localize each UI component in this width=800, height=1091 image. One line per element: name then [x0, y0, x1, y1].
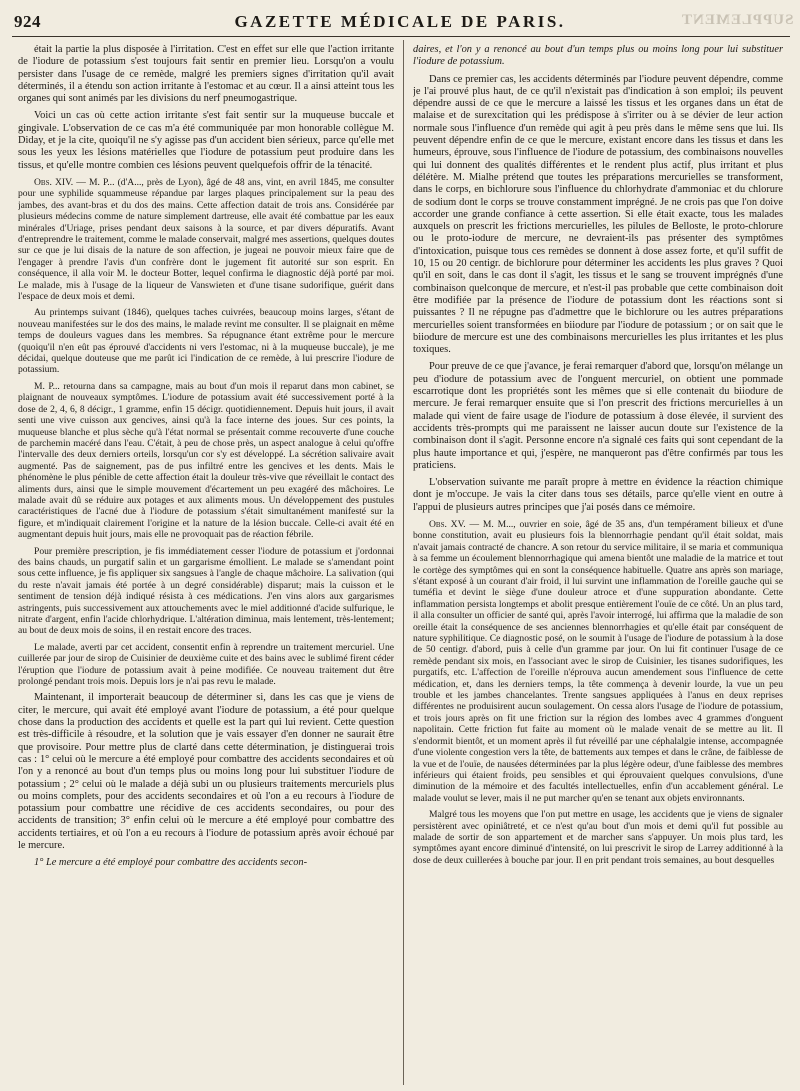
paragraph-text: Le malade, averti par cet accident, consentit enfin à reprendre un traitement mercuriel. Une cuillerée par jour de sirop de Cuisinier de deuxième cuite et des bains avec le sublimé firent céder l'éruption que l'iodure de potassium avait à peine modifiée. Ce nouveau traitement dut être prolongé pendant trois mois. Depuis lors je n'ai pas revu le malade.	[18, 641, 394, 688]
paragraph-text: Au printemps suivant (1846), quelques taches cuivrées, beaucoup moins larges, s'étant de nouveau manifestées sur le dos des mains, le malade revint me consulter. Il se plaignait en même temps de douleurs vagues dans les membres. Sa répugnance étant extrême pour le mercure (quoiqu'il n'en eût pas éprouvé d'accidents ni vers l'estomac, ni à la muqueuse buccale), je me décidai, quelque douteuse que me parût ici l'indication de ce remède, à lui prescrire l'iodure de potassium.	[18, 307, 394, 376]
paragraph-text: L'observation suivante me paraît propre à mettre en évidence la réaction chimique dont je m'occupe. Je vais la citer dans tous ses détails, parce qu'elle vient en outre à l'appui de plusieurs autres principes que j'ai posés dans ce mémoire.	[413, 477, 783, 513]
paragraph	[18, 642, 394, 688]
paragraph	[413, 477, 783, 514]
paragraph-text: Maintenant, il importerait beaucoup de déterminer si, dans les cas que je viens de citer, le mercure, qui avait été employé avant l'iodure de potassium, a été pour quelque chose dans la production des accidents et quelle est la part qui lui revient. Cette question est très-difficile à résoudre, et la solution que je vais essayer d'en donner ne saurait être que provisoire. Pour mettre plus de clarté dans cette détermination, je distinguerai trois cas : 1° celui où le mercure a été employé pour combattre des accidents secondaires et où l'on y a renoncé au bout d'un temps plus ou moins long pour lui substituer l'iodure de potassium ; 2° celui où le malade a déjà subi un ou plusieurs traitements mercuriels plus ou moins complets, pour des accidents secondaires et où l'on a eu recours à l'iodure de potassium pour combattre une récidive de ces accidents secondaires, ou pour des accidents de transition; 3° enfin celui où le mercure a été employé pour combattre des accidents tertiaires, et où l'on a eu recours à l'iodure de potassium après avoir échoué par le mercure.	[18, 692, 394, 851]
paragraph	[18, 110, 394, 171]
paragraph-text: daires, et l'on y a renoncé au bout d'un temps plus ou moins long pour lui substituer l'iodure de potassium.	[413, 44, 783, 68]
paragraph-text: Voici un cas où cette action irritante s'est fait sentir sur la muqueuse buccale et gingivale. L'observation de ce cas m'a été communiquée par mon honorable collègue M. Diday, et je la cite, quoiqu'il ne s'y agisse pas d'un accident bien sérieux, parce qu'elle met sous les yeux les lésions matérielles que l'iodure de potassium peut produire dans les tissus, et qu'elle montre combien ces lésions peuvent quelquefois offrir de la ténacité.	[18, 110, 394, 171]
paragraph	[18, 546, 394, 637]
page-header	[0, 0, 800, 38]
paragraph-text: Dans ce premier cas, les accidents déterminés par l'iodure peuvent dépendre, comme je l'ai prouvé plus haut, de ce qu'il n'existait pas d'indication à son emploi; ils peuvent dépendre aussi de ce que le mercure a laissé les tissus et les organes dans un état de malaise et de surexcitation qui les prédispose à s'irriter ou à se dévier de leur action normale sous l'influence d'un remède qui agit à peu près dans le même sens que lui. Ils peuvent dépendre enfin de ce que le mercure, existant encore dans les tissus et dans les humeurs, éprouve, sous l'influence de l'iodure de potassium, des combinaisons nouvelles qui lui donnent des qualités différentes et le rendent plus actif, plus irritant et plus délétère. M. Mialhe prétend que toutes les préparations mercurielles se transforment, dans le corps, en bichlorure sous l'influence du chlorhydrate d'ammoniac et du chlorure de sodium dont le corps se trouve constamment imprégné. Je ne crois pas que l'on doive accorder une grande confiance à cette assertion. Si elle était exacte, tous les malades auxquels on prescrit les frictions mercurielles, les pilules de Belloste, le proto-chlorure ou le proto-iodure de mercure, ne devraient-ils pas présenter des symptômes d'intoxication, puisque tous ces remèdes se donnent à dose assez forte, et qu'il suffit de 10, 15 ou 20 centigr. de bichlorure pour déterminer les accidents les plus graves ? Quoi qu'il en soit, dans le cas dont il s'agit, les tissus et le sang se trouvent imprégnés d'une combinaison quelconque de mercure, et n'est-il pas probable que cette combinaison doit être modifiée par la présence de l'iodure de potassium dont les réactions sont si puissantes ? Il ne répugne pas d'admettre que le bichlorure ou les autres préparations mercurielles soient transformées en biiodure par l'iodure de potassium ; or on sait que le biiodure de mercure est une des combinaisons mercurielles les plus irritantes et les plus toxiques.	[413, 73, 783, 356]
paragraph-text: Malgré tous les moyens que l'on put mettre en usage, les accidents que je viens de signaler persistèrent avec opiniâtreté, et ce n'est qu'au bout d'un mois et demi qu'il fut possible au malade de sortir de son appartement et de marcher sans s'appuyer. Un mois plus tard, les symptômes ayant encore diminué d'intensité, on lui prescrivit le sirop de Larrey additionné à la dose de deux cuillerées à bouche par jour. Il en prit pendant trois semaines, au bout desquelles	[413, 809, 783, 866]
paragraph	[18, 857, 394, 869]
bleed-through-text: SUPPLEMENT	[681, 12, 794, 28]
paragraph	[413, 74, 783, 357]
paragraph-text: M. P... retourna dans sa campagne, mais au bout d'un mois il reparut dans mon cabinet, se plaignant de nouveaux symptômes. L'iodure de potassium avait été successivement porté à la dose de 2, 4, 6, 8 décigr., 1 gramme, enfin 15 décigr. quotidiennement. Depuis huit jours, il avait senti une vive cuisson aux gencives, ainsi qu'à la face interne des joues. Sur ces points, la muqueuse blanche et plus sèche qu'à l'état normal se présentait comme recouverte d'une couche de parchemin macéré dans l'eau. C'était, à peu de chose près, un aspect analogue à celui qu'offre l'intervalle des deux derniers orteils, lorsqu'un cor s'y est développé. La sécrétion salivaire avait augmenté. Pas de saignement, pas de pus infiltré entre les gencives et les dents. Mais le phénomène le plus pénible de cette affection était la douleur très-vive que réveillait le contact des aliments durs, ainsi que le simple mouvement d'écartement un peu exagéré des mâchoires. Le malade avait dû se réduire aux potages et aux aliments mous. Un développement des pustules caractéristiques de l'acné due à l'iodure de potassium s'était simultanément manifesté sur la figure, et m'indiquait clairement l'origine et la nature de la lésion buccale. Celle-ci avait été en augmentant depuis huit jours, mais elle ne provoquait pas de réaction fébrile.	[18, 380, 394, 541]
paragraph	[18, 381, 394, 541]
paragraph	[413, 809, 783, 866]
paragraph	[413, 519, 783, 804]
journal-title: GAZETTE MÉDICALE DE PARIS.	[234, 12, 566, 31]
observation-label: Obs. XIV.	[34, 176, 74, 188]
paragraph-text: Pour preuve de ce que j'avance, je ferai remarquer d'abord que, lorsqu'on mélange un peu d'iodure de potassium avec de l'onguent mercuriel, on obtient une pommade escarrotique dont les propriétés sont les mêmes que si elle contenait du biiodure de mercure. Je ferai remarquer ensuite que si l'on prescrit des frictions mercurielles à un malade qui vient de faire usage de l'iodure de potassium à dose élevée, il survient des accidents très-prompts qui me paraissent ne laisser aucun doute sur l'existence de la combinaison dont il s'agit. Personne encore n'a signalé ces faits qui sont cependant de la plus haute importance et qui, j'espère, ne manqueront pas d'être confirmés par tous les praticiens.	[413, 361, 783, 471]
observation-label: Obs. XV.	[429, 518, 466, 530]
paragraph	[18, 44, 394, 105]
paragraph	[18, 177, 394, 302]
paragraph-text: Pour première prescription, je fis immédiatement cesser l'iodure de potassium et j'ordonnai des bains chauds, un purgatif salin et un gargarisme émollient. Le malade se s'amendant point sous cette influence, je fis appliquer six sangsues à l'angle de chaque mâchoire. La salivation (qui du reste n'avait jamais été portée à un degré considérable) disparut; mais la cuisson et le sentiment de tension déjà indiqué résista à ces médications. J'en vins alors aux gargarismes astringents, puis successivement aux attouchements avec le miel additionné d'acide sulfurique, le nitrate d'argent, enfin l'acide chlorhydrique. L'altération diminua, mais lentement, très-lentement; au bout de deux mois de soins, il en restait encore des traces.	[18, 545, 394, 637]
paragraph	[18, 307, 394, 375]
paragraph-text: 1° Le mercure a été employé pour combattre des accidents secon-	[34, 857, 308, 869]
paragraph	[18, 692, 394, 852]
column-divider	[403, 40, 404, 1085]
right-column	[413, 44, 783, 1085]
left-column	[18, 44, 394, 1085]
paragraph	[413, 44, 783, 69]
paragraph-text: était la partie la plus disposée à l'irritation. C'est en effet sur elle que l'action irritante de l'iodure de potassium s'est toujours fait sentir en premier lieu. Lorsqu'on a voulu persister dans l'usage de ce remède, malgré les premiers signes d'irritation qu'il avait déterminés, il a étendu son action irritante à l'estomac et au cœur. Il a ainsi atteint tous les organes qui sont animés par les divisions du nerf pneumogastrique.	[18, 44, 394, 105]
paragraph-text: — M. P... (d'A..., près de Lyon), âgé de 48 ans, vint, en avril 1845, me consulter pour une syphilide squammeuse répandue par larges plaques principalement sur la peau des jambes, des avant-bras et du dos des mains. Cette affection datait de trois ans. Considérée par plusieurs médecins comme de nature simplement dartreuse, elle avait été combattue par les eaux minérales d'Uriage, prises pendant deux saisons à la source, et par divers dépuratifs. Avant d'entreprendre le traitement, comme le malade conservait, malgré mes assertions, quelques doutes sur ce que je lui disais de la nature de son affection, je jugeai ne pouvoir mieux faire que de l'engager à prendre l'avis d'un confrère dont le jugement fit autorité sur son esprit. En conséquence, il alla voir M. le docteur Botter, lequel confirma le diagnostic déjà porté par moi. Le malade, mis à l'usage de la liqueur de Vanswieten et d'une tisane sudorifique, guérit dans l'espace de deux mois et demi.	[18, 176, 394, 303]
page-number: 924	[14, 12, 41, 31]
paragraph-text: — M. M..., ouvrier en soie, âgé de 35 ans, d'un tempérament bilieux et d'une bonne constitution, avait eu plusieurs fois la blennorrhagie pendant qu'il était soldat, mais n'avait jamais contracté de chancre. A son retour du service militaire, il se maria et communiqua à sa femme un écoulement blennorrhagique qui amena bientôt une maladie de la matrice et tout le cortège des symptômes qui en sont la conséquence habituelle. Quatre ans après son mariage, s'étant exposé à un courant d'air froid, il lui survint une inflammation de l'oreille gauche qui se tuméfia et devint le siège d'une douleur atroce et d'une suppuration abondante. Cette inflammation persista longtemps et abolit presque entièrement l'ouïe de ce côté. Un an plus tard, il alla consulter un officier de santé qui, après l'avoir interrogé, lui affirma que la maladie de son oreille était la conséquence de ses anciennes blennorrhagies et qu'elle était par conséquent de nature syphilitique. Ce diagnostic posé, on le soumit à l'usage de l'iodure de potassium à la dose de 50 centigr. d'abord, puis à celle d'un gramme par jour. On lui fit continuer l'usage de ce remède pendant six mois, en l'associant avec le sirop de Cuisinier, les tisanes sudorifiques, les purgatifs, etc. L'affection de l'oreille n'éprouva aucun amendement sous l'influence de cette médication, et, dans les derniers temps, la tête commença à devenir lourde, la vue un peu trouble et les jambes chancelantes. Trente sangsues appliquées à l'anus en deux reprises différentes ne produisirent aucun soulagement. On cessa alors l'usage de l'iodure de potassium, et trois jours après on fit une friction sur la région des lombes avec 4 grammes d'onguent napolitain. Cette friction fut faite au moment où le malade venait de se mettre au lit. Il s'endormit bientôt, et un moment après il fut réveillé par une céphalalgie intense, accompagnée d'une violente congestion vers la tête, de battements aux tempes et dans le crâne, de faiblesse de la vue et de l'ouïe, de nausées déterminées par la plus légère odeur, d'une faiblesse des membres inférieurs qui étaient froids, peu sensibles et qui éprouvaient quelques convulsions, d'une diminution de la mémoire et des facultés intellectuelles, enfin d'un accablement général. Le malade voulut se lever, mais il ne put marcher qu'en se tenant aux objets environnants.	[413, 518, 783, 804]
paragraph	[413, 361, 783, 472]
header-rule	[12, 36, 790, 37]
